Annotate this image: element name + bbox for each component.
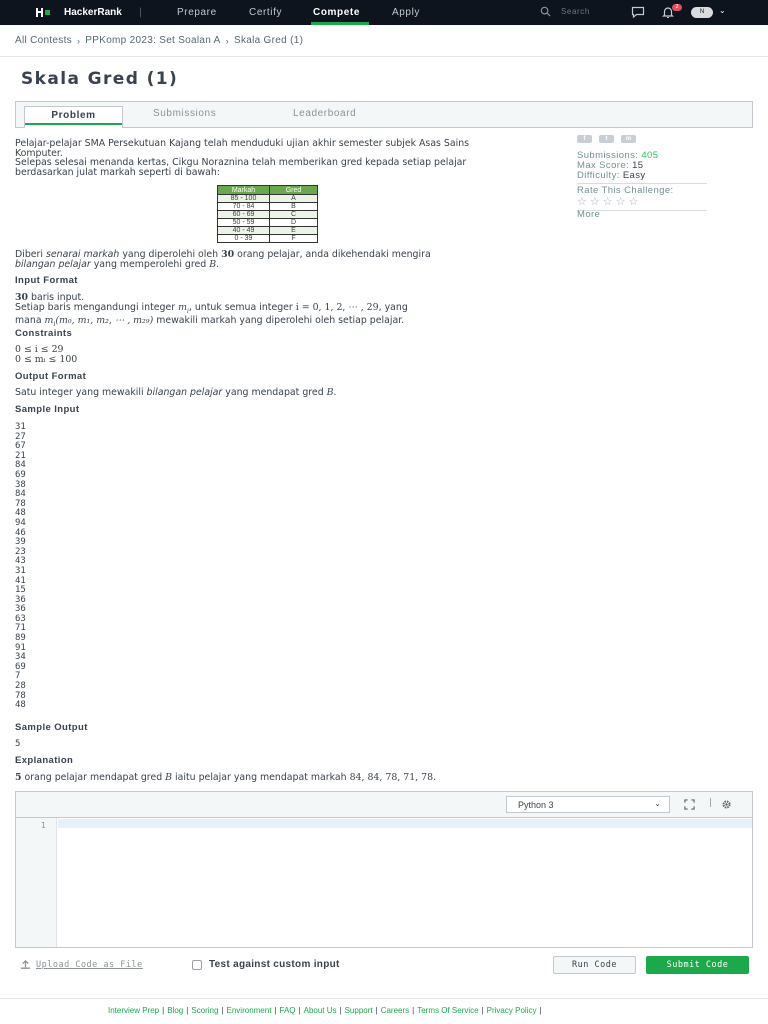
- sample-line: 89: [15, 633, 26, 644]
- editor-toolbar: [16, 792, 752, 818]
- star-icon[interactable]: ☆: [577, 195, 587, 208]
- footer-link[interactable]: Privacy Policy: [486, 1006, 537, 1015]
- star-icon[interactable]: ☆: [615, 195, 626, 208]
- table-row: [218, 195, 318, 203]
- section-heading: Sample Input: [15, 404, 80, 415]
- stat-value: Easy: [622, 170, 646, 181]
- table-cell: E: [270, 227, 318, 235]
- editor-current-line[interactable]: [58, 819, 752, 828]
- text: Satu integer yang mewakili: [15, 387, 147, 398]
- hackerrank-logo-icon: [36, 8, 52, 17]
- statement-task: [15, 250, 515, 269]
- nav-active-indicator: [311, 22, 369, 25]
- text: mana: [15, 315, 45, 327]
- brand[interactable]: [36, 7, 122, 18]
- star-icon[interactable]: ☆: [589, 195, 600, 208]
- math-value: 5: [15, 772, 22, 783]
- rating-stars: [577, 195, 638, 208]
- sample-line: 43: [15, 556, 26, 567]
- text: iaitu pelajar yang mendapat markah: [172, 772, 350, 783]
- problem-statement: [15, 139, 515, 177]
- text: yang diperolehi oleh: [119, 249, 222, 260]
- nav-search[interactable]: [540, 6, 621, 17]
- linkedin-icon[interactable]: in: [621, 135, 636, 143]
- table-header-row: [218, 186, 318, 195]
- math-value: 30: [15, 292, 29, 303]
- twitter-icon[interactable]: t: [599, 135, 614, 143]
- chevron-down-icon[interactable]: ⌄: [719, 6, 726, 15]
- section-heading: Constraints: [15, 328, 73, 339]
- sample-line: 78: [15, 690, 26, 701]
- separator: |: [186, 1006, 189, 1015]
- math-value: i: [186, 307, 189, 315]
- constraints: [15, 345, 515, 364]
- constraint: 0 ≤ mᵢ ≤ 100: [15, 353, 78, 365]
- statement-paragraph: Pelajar-pelajar SMA Persekutuan Kajang telah menduduki ujian akhir semester subjek Asas Sains Komputer.: [15, 138, 470, 159]
- sample-line: 7: [15, 671, 21, 682]
- math-value: (m₀, m₁, m₂, ⋯ , m₂₉): [55, 315, 154, 327]
- text: , yang: [378, 301, 408, 313]
- separator: |: [221, 1006, 224, 1015]
- footer-link[interactable]: Support: [344, 1006, 373, 1015]
- sample-line: 38: [15, 479, 26, 490]
- page-title: Skala Gred (1): [21, 69, 179, 89]
- math-value: i: [53, 320, 56, 328]
- run-code-button[interactable]: Run Code: [553, 956, 636, 974]
- section-heading: Explanation: [15, 755, 74, 766]
- table-cell: C: [270, 211, 318, 219]
- section-heading: Sample Output: [15, 722, 88, 733]
- section-heading: Output Format: [15, 371, 87, 382]
- footer-link[interactable]: Environment: [226, 1006, 272, 1015]
- sample-line: 31: [15, 422, 26, 432]
- notification-badge: 2: [672, 4, 682, 11]
- chevron-right-icon: ›: [225, 35, 229, 46]
- top-nav: [0, 0, 768, 25]
- text: orang pelajar, anda dikehendaki mengira: [234, 249, 431, 260]
- sample-line: 63: [15, 613, 26, 624]
- messages-icon[interactable]: [631, 6, 645, 18]
- sample-line: 84: [15, 460, 26, 471]
- math-value: m: [44, 315, 54, 327]
- avatar[interactable]: N: [691, 7, 713, 18]
- share-links: [577, 135, 636, 143]
- custom-input-checkbox[interactable]: [192, 960, 202, 970]
- table-cell: 40 - 49: [218, 227, 270, 235]
- sample-line: 23: [15, 546, 26, 557]
- separator: |: [274, 1006, 277, 1015]
- language-select-value: Python 3: [518, 800, 554, 810]
- difficulty-stat: [577, 170, 646, 181]
- table-cell: D: [270, 219, 318, 227]
- divider: [0, 998, 768, 999]
- sample-line: 15: [15, 585, 26, 596]
- footer-link[interactable]: About Us: [303, 1006, 337, 1015]
- sample-line: 69: [15, 469, 26, 480]
- table-cell: 50 - 59: [218, 219, 270, 227]
- footer-links: [108, 1006, 542, 1015]
- sample-line: 36: [15, 604, 26, 615]
- sample-line: 27: [15, 431, 26, 442]
- separator: |: [481, 1006, 484, 1015]
- sample-output: 5: [15, 739, 21, 749]
- text: yang memperolehi gred: [90, 258, 210, 270]
- more-link[interactable]: More: [577, 209, 601, 220]
- nav-compete[interactable]: Compete: [313, 7, 360, 18]
- table-cell: B: [270, 203, 318, 211]
- footer-link[interactable]: Blog: [167, 1006, 184, 1015]
- sample-line: 78: [15, 498, 26, 509]
- tab-problem-label: Problem: [51, 110, 96, 121]
- divider: [0, 56, 768, 57]
- stat-label: Max Score:: [577, 160, 630, 171]
- stat-label: Difficulty:: [577, 170, 620, 181]
- statement-paragraph: Selepas selesai menanda kertas, Cikgu Noraznina telah memberikan gred kepada setiap pelajar berdasarkan julat markah seperti di bawah:: [15, 157, 467, 178]
- sample-line: 36: [15, 594, 26, 605]
- math-value: B: [209, 258, 217, 270]
- table-cell: F: [270, 235, 318, 243]
- separator: |: [539, 1006, 542, 1015]
- nav-divider: |: [138, 7, 143, 18]
- constraint: 0 ≤ i ≤ 29: [15, 344, 64, 355]
- footer-link[interactable]: Terms Of Service: [417, 1006, 479, 1015]
- emphasis-text: bilangan pelajar: [15, 258, 91, 270]
- sample-line: 31: [15, 565, 26, 576]
- stat-label: Submissions:: [577, 150, 639, 161]
- line-number: 1: [41, 821, 46, 830]
- submissions-link[interactable]: 405: [641, 150, 659, 161]
- nav-certify[interactable]: Certify: [249, 7, 283, 18]
- footer-link[interactable]: FAQ: [279, 1006, 296, 1015]
- language-select[interactable]: [506, 796, 670, 813]
- table-cell: A: [270, 195, 318, 203]
- table-row: [218, 227, 318, 235]
- table-cell: 60 - 69: [218, 211, 270, 219]
- math-value: 84, 84, 78, 71, 78: [349, 772, 434, 783]
- chevron-down-icon: ⌄: [654, 799, 661, 808]
- facebook-icon[interactable]: f: [577, 135, 592, 143]
- math-value: B: [165, 772, 173, 783]
- section-heading: Input Format: [15, 275, 78, 286]
- search-icon: [540, 6, 551, 17]
- table-header: Gred: [270, 186, 318, 195]
- toolbar-divider: |: [709, 798, 713, 808]
- separator: |: [375, 1006, 378, 1015]
- breadcrumb-all-contests[interactable]: All Contests: [15, 35, 72, 46]
- upload-code-link[interactable]: Upload Code as File: [36, 960, 143, 970]
- sample-input: [15, 423, 26, 711]
- brand-name: HackerRank: [64, 7, 122, 18]
- sample-line: 39: [15, 537, 26, 548]
- text: baris input.: [28, 292, 85, 303]
- table-cell: 70 - 84: [218, 203, 270, 211]
- sample-line: 91: [15, 642, 26, 653]
- breadcrumb-contest[interactable]: PPKomp 2023: Set Soalan A: [85, 35, 221, 46]
- breadcrumb-challenge[interactable]: Skala Gred (1): [233, 35, 304, 46]
- sample-line: 41: [15, 575, 26, 586]
- gear-icon[interactable]: [721, 799, 732, 810]
- separator: |: [339, 1006, 342, 1015]
- upload-icon[interactable]: [20, 960, 31, 970]
- output-format: [15, 388, 515, 398]
- star-icon[interactable]: ☆: [628, 195, 639, 208]
- emphasis-text: bilangan pelajar: [146, 387, 223, 398]
- table-row: [218, 203, 318, 211]
- emphasis-text: senarai markah: [45, 249, 120, 260]
- nav-apply[interactable]: Apply: [392, 7, 421, 18]
- sample-line: 34: [15, 652, 26, 663]
- table-row: [218, 211, 318, 219]
- explanation: [15, 773, 515, 783]
- sample-line: 67: [15, 441, 26, 452]
- rate-label: Rate This Challenge:: [577, 185, 674, 196]
- math-value: B: [326, 387, 334, 398]
- math-value: 30: [221, 249, 235, 260]
- footer-link[interactable]: Scoring: [191, 1006, 219, 1015]
- tab-active-indicator: [25, 123, 122, 125]
- text: .: [433, 772, 437, 783]
- breadcrumb: [15, 35, 303, 46]
- search-input[interactable]: [561, 7, 621, 16]
- footer-link[interactable]: Careers: [380, 1006, 410, 1015]
- sample-line: 84: [15, 489, 26, 500]
- separator: |: [412, 1006, 415, 1015]
- table-cell: 85 - 100: [218, 195, 270, 203]
- submit-code-button[interactable]: Submit Code: [646, 956, 749, 974]
- text: Setiap baris mengandungi integer: [15, 301, 179, 313]
- editor-gutter: [16, 818, 57, 947]
- sample-line: 28: [15, 681, 26, 692]
- sample-line: 21: [15, 450, 26, 461]
- text: .: [216, 258, 220, 270]
- separator: |: [162, 1006, 165, 1015]
- table-row: [218, 219, 318, 227]
- table-row: [218, 235, 318, 243]
- text: Diberi: [15, 249, 46, 260]
- sample-line: 69: [15, 661, 26, 672]
- fullscreen-icon[interactable]: [684, 799, 695, 810]
- tab-submissions[interactable]: Submissions: [153, 108, 217, 119]
- tab-leaderboard[interactable]: Leaderboard: [293, 108, 357, 119]
- star-icon[interactable]: ☆: [602, 195, 613, 208]
- stat-value: 15: [632, 160, 644, 171]
- divider: [577, 183, 707, 184]
- chevron-right-icon: ›: [76, 35, 81, 46]
- text: , untuk semua integer: [188, 301, 296, 313]
- sample-line: 48: [15, 700, 26, 711]
- footer-link[interactable]: Interview Prep: [108, 1006, 160, 1015]
- table-header: Markah: [218, 186, 270, 195]
- code-editor: [15, 791, 753, 948]
- separator: |: [298, 1006, 301, 1015]
- text: yang mendapat gred: [222, 387, 327, 398]
- text: mewakili markah yang diperolehi oleh setiap pelajar.: [153, 315, 405, 327]
- table-cell: 0 - 39: [218, 235, 270, 243]
- math-value: m: [178, 301, 187, 313]
- sample-line: 94: [15, 517, 26, 528]
- grade-table: [217, 185, 318, 243]
- math-value: i = 0, 1, 2, ⋯ , 29: [295, 301, 379, 313]
- text: orang pelajar mendapat gred: [21, 772, 166, 783]
- input-format: [15, 293, 525, 330]
- sample-line: 46: [15, 527, 26, 538]
- sample-line: 71: [15, 623, 26, 634]
- nav-prepare[interactable]: Prepare: [177, 7, 217, 18]
- text: .: [333, 387, 337, 398]
- custom-input-label: Test against custom input: [209, 959, 340, 970]
- sample-line: 48: [15, 508, 26, 519]
- challenge-tabs: [15, 101, 753, 128]
